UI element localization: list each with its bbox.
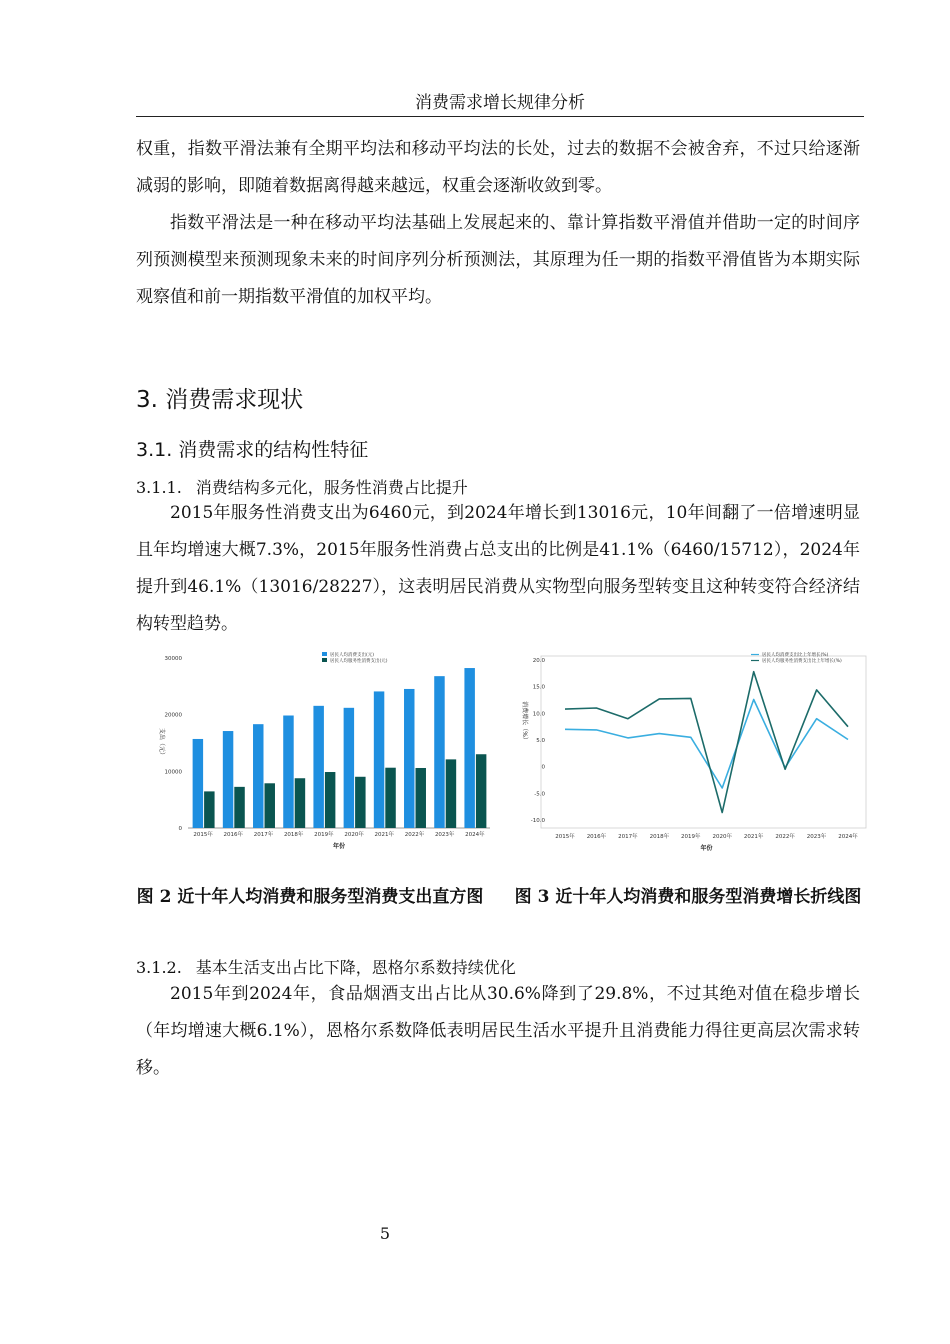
bar-service [446,759,456,828]
bar-total [223,731,233,828]
y-tick-label: 15.0 [532,684,545,691]
y-tick-label: 5.0 [536,738,545,744]
x-tick-label: 2024年 [838,834,858,840]
paragraph: 2015年服务性消费支出为6460元，到2024年增长到13016元，10年间翻了一倍增速明显且年均增速大概7.3%，2015年服务性消费占总支出的比例是41.1%（6460/15712），2024年提升到46.1%（13016/28227），这表明居民消费从实物型向服务型转变且这种转变符合经济结构转型趋势。 [136,503,860,634]
paragraph: 指数平滑法是一种在移动平均法基础上发展起来的、靠计算指数平滑值并借助一定的时间序列预测模型来预测现象未来的时间序列分析预测法，其原理为任一期的指数平滑值皆为本期实际观察值和前一期指数平滑值的加权平均。 [136,213,860,307]
y-axis-label: 消费增长（%） [521,701,528,743]
header-rule [136,116,864,117]
bar-total [404,689,414,828]
bar-total [434,676,444,828]
y-tick-label: -10.0 [530,818,545,824]
bar-total [374,691,384,828]
x-axis-label: 年份 [332,843,346,850]
running-head: 消费需求增长规律分析 [415,93,585,113]
y-tick-label: 20.0 [532,658,545,664]
paragraph: 2015年到2024年，食品烟酒支出占比从30.6%降到了29.8%，不过其绝对值在稳步增长（年均增速大概6.1%），恩格尔系数降低表明居民生活水平提升且消费能力得往更高层次需求转移。 [136,984,860,1078]
x-tick-label: 2020年 [712,834,732,840]
bar-total [313,706,323,828]
series-line-total [565,700,848,789]
x-tick-label: 2019年 [681,834,701,840]
bar-total [253,724,263,828]
x-tick-label: 2021年 [743,834,764,840]
bar-total [464,668,474,828]
y-tick-label: 0 [178,826,182,832]
x-tick-label: 2019年 [314,832,334,838]
legend-swatch [322,658,327,662]
series-line-service [565,672,848,813]
bar-service [416,768,426,828]
x-tick-label: 2015年 [555,834,575,840]
legend-label: 居民人均服务性消费支出(元) [330,659,388,664]
paragraph: 权重，指数平滑法兼有全期平均法和移动平均法的长处，过去的数据不会被舍弃，不过只给逐渐减弱的影响，即随着数据离得越来越远，权重会逐渐收敛到零。 [136,139,860,196]
subsection-heading: 3.1. 消费需求的结构性特征 [136,439,369,461]
bar-service [385,768,395,828]
x-tick-label: 2021年 [374,832,395,838]
bar-service [476,754,486,828]
legend-label: 居民人均服务性消费支出比上年增长(%) [762,659,842,664]
figure-caption: 图 3 近十年人均消费和服务型消费增长折线图 [514,887,862,907]
page-number: 5 [379,1224,391,1243]
x-tick-label: 2020年 [344,832,364,838]
x-tick-label: 2024年 [465,832,485,838]
line-chart [515,648,875,860]
x-tick-label: 2017年 [618,834,638,840]
x-tick-label: 2022年 [775,834,795,840]
bar-total [283,715,293,828]
y-tick-label: 10000 [164,769,182,776]
legend-label: 居民人均消费支出(元) [330,653,375,658]
legend-label: 居民人均消费支出比上年增长(%) [762,653,829,658]
x-tick-label: 2016年 [223,832,244,838]
heading-number: 3.1.1. [136,478,182,497]
bar-service [234,787,244,828]
y-tick-label: 30000 [164,656,182,662]
x-tick-label: 2018年 [283,832,304,838]
heading-number: 3.1.2. [136,958,182,977]
bar-service [355,777,365,828]
bar-total [193,739,203,828]
x-tick-label: 2018年 [649,834,670,840]
y-tick-label: 20000 [164,712,182,719]
bar-service [265,783,275,828]
section-heading: 3. 消费需求现状 [136,387,304,413]
x-tick-label: 2023年 [434,832,455,838]
legend-swatch [322,652,327,656]
bar-chart [130,648,500,860]
bar-total [344,708,354,828]
y-axis-label: 支出（元） [158,727,165,759]
y-tick-label: 10.0 [532,711,545,718]
x-tick-label: 2017年 [253,832,274,838]
x-tick-label: 2023年 [806,834,827,840]
bar-service [325,772,335,828]
figure-caption: 图 2 近十年人均消费和服务型消费支出直方图 [136,887,484,907]
y-tick-label: -5.0 [534,791,545,798]
bar-service [204,791,214,828]
bar-service [295,778,305,828]
x-tick-label: 2016年 [586,834,607,840]
x-axis-label: 年份 [700,845,713,852]
x-tick-label: 2015年 [193,832,213,838]
y-tick-label: 0 [541,764,545,771]
x-tick-label: 2022年 [404,832,425,838]
heading-text: 基本生活支出占比下降，恩格尔系数持续优化 [195,958,516,977]
heading-text: 消费结构多元化，服务性消费占比提升 [195,478,468,497]
